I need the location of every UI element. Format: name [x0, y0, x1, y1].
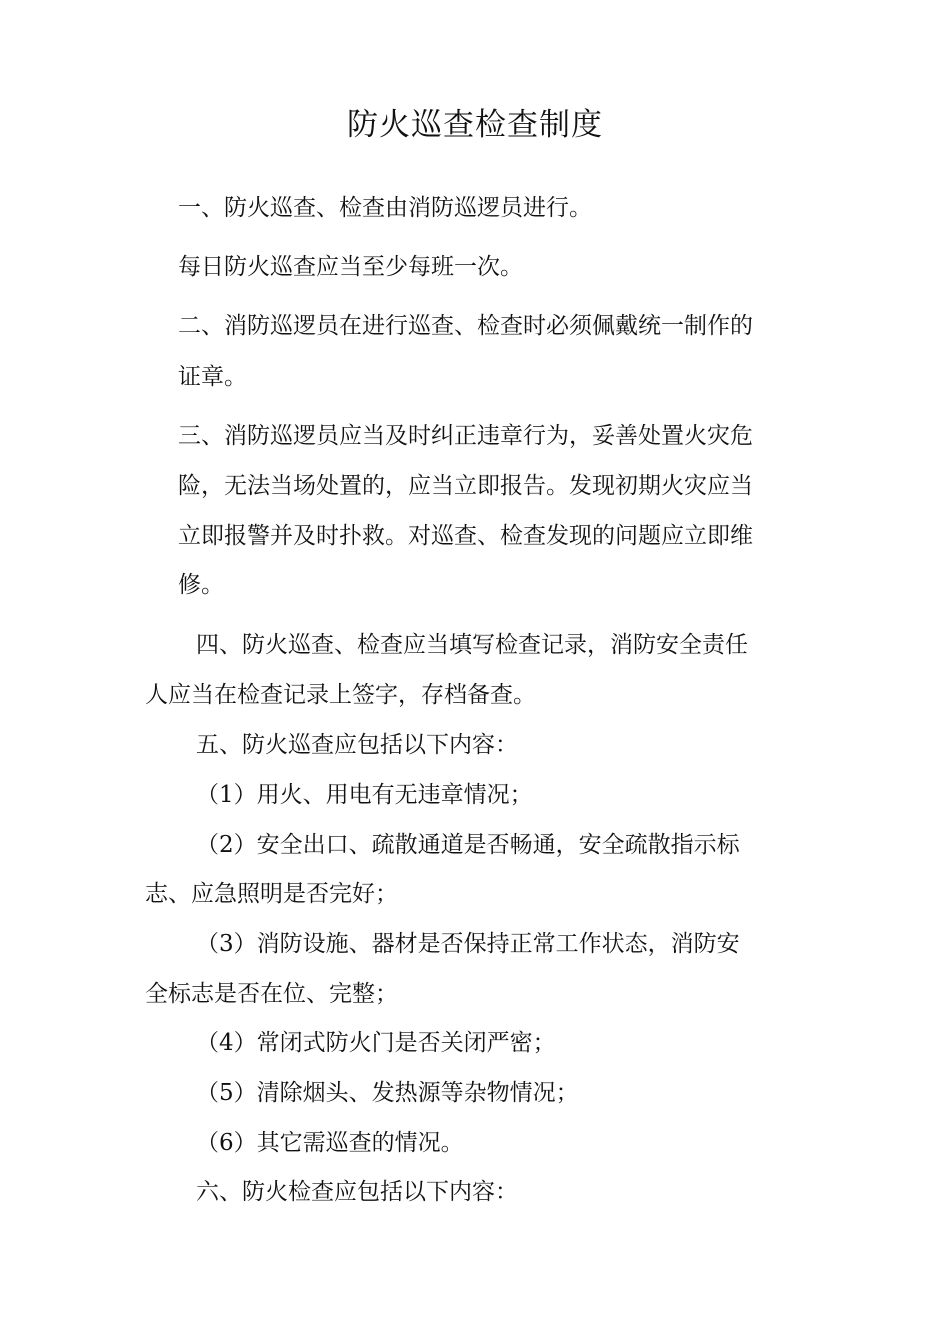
paragraph-item-1: 一、防火巡查、检查由消防巡逻员进行。	[178, 195, 592, 221]
paragraph-item-2-line-2: 证章。	[178, 364, 247, 390]
paragraph-item-3-line-1: 三、消防巡逻员应当及时纠正违章行为，妥善处置火灾危	[178, 423, 753, 449]
list-item-5-4: （4）常闭式防火门是否关闭严密；	[196, 1030, 556, 1056]
paragraph-item-3-line-4: 修。	[178, 572, 224, 598]
paragraph-item-4-line-2: 人应当在检查记录上签字，存档备查。	[145, 682, 536, 708]
paragraph-daily-patrol: 每日防火巡查应当至少每班一次。	[178, 254, 523, 280]
paragraph-item-3-line-2: 险，无法当场处置的，应当立即报告。发现初期火灾应当	[178, 473, 753, 499]
document-title: 防火巡查检查制度	[347, 107, 603, 143]
list-item-5-3-line-2: 全标志是否在位、完整；	[145, 981, 398, 1007]
paragraph-item-5-heading: 五、防火巡查应包括以下内容：	[196, 732, 518, 758]
paragraph-item-3-line-3: 立即报警并及时扑救。对巡查、检查发现的问题应立即维	[178, 523, 753, 549]
list-item-5-3-line-1: （3）消防设施、器材是否保持正常工作状态，消防安	[196, 931, 740, 957]
list-item-5-6: （6）其它需巡查的情况。	[196, 1130, 464, 1156]
paragraph-item-4-line-1: 四、防火巡查、检查应当填写检查记录，消防安全责任	[196, 632, 748, 658]
paragraph-item-6-heading: 六、防火检查应包括以下内容：	[196, 1179, 518, 1205]
list-item-5-2-line-2: 志、应急照明是否完好；	[145, 881, 398, 907]
paragraph-item-2-line-1: 二、消防巡逻员在进行巡查、检查时必须佩戴统一制作的	[178, 313, 753, 339]
list-item-5-1: （1）用火、用电有无违章情况；	[196, 782, 533, 808]
list-item-5-5: （5）清除烟头、发热源等杂物情况；	[196, 1080, 579, 1106]
list-item-5-2-line-1: （2）安全出口、疏散通道是否畅通，安全疏散指示标	[196, 832, 740, 858]
